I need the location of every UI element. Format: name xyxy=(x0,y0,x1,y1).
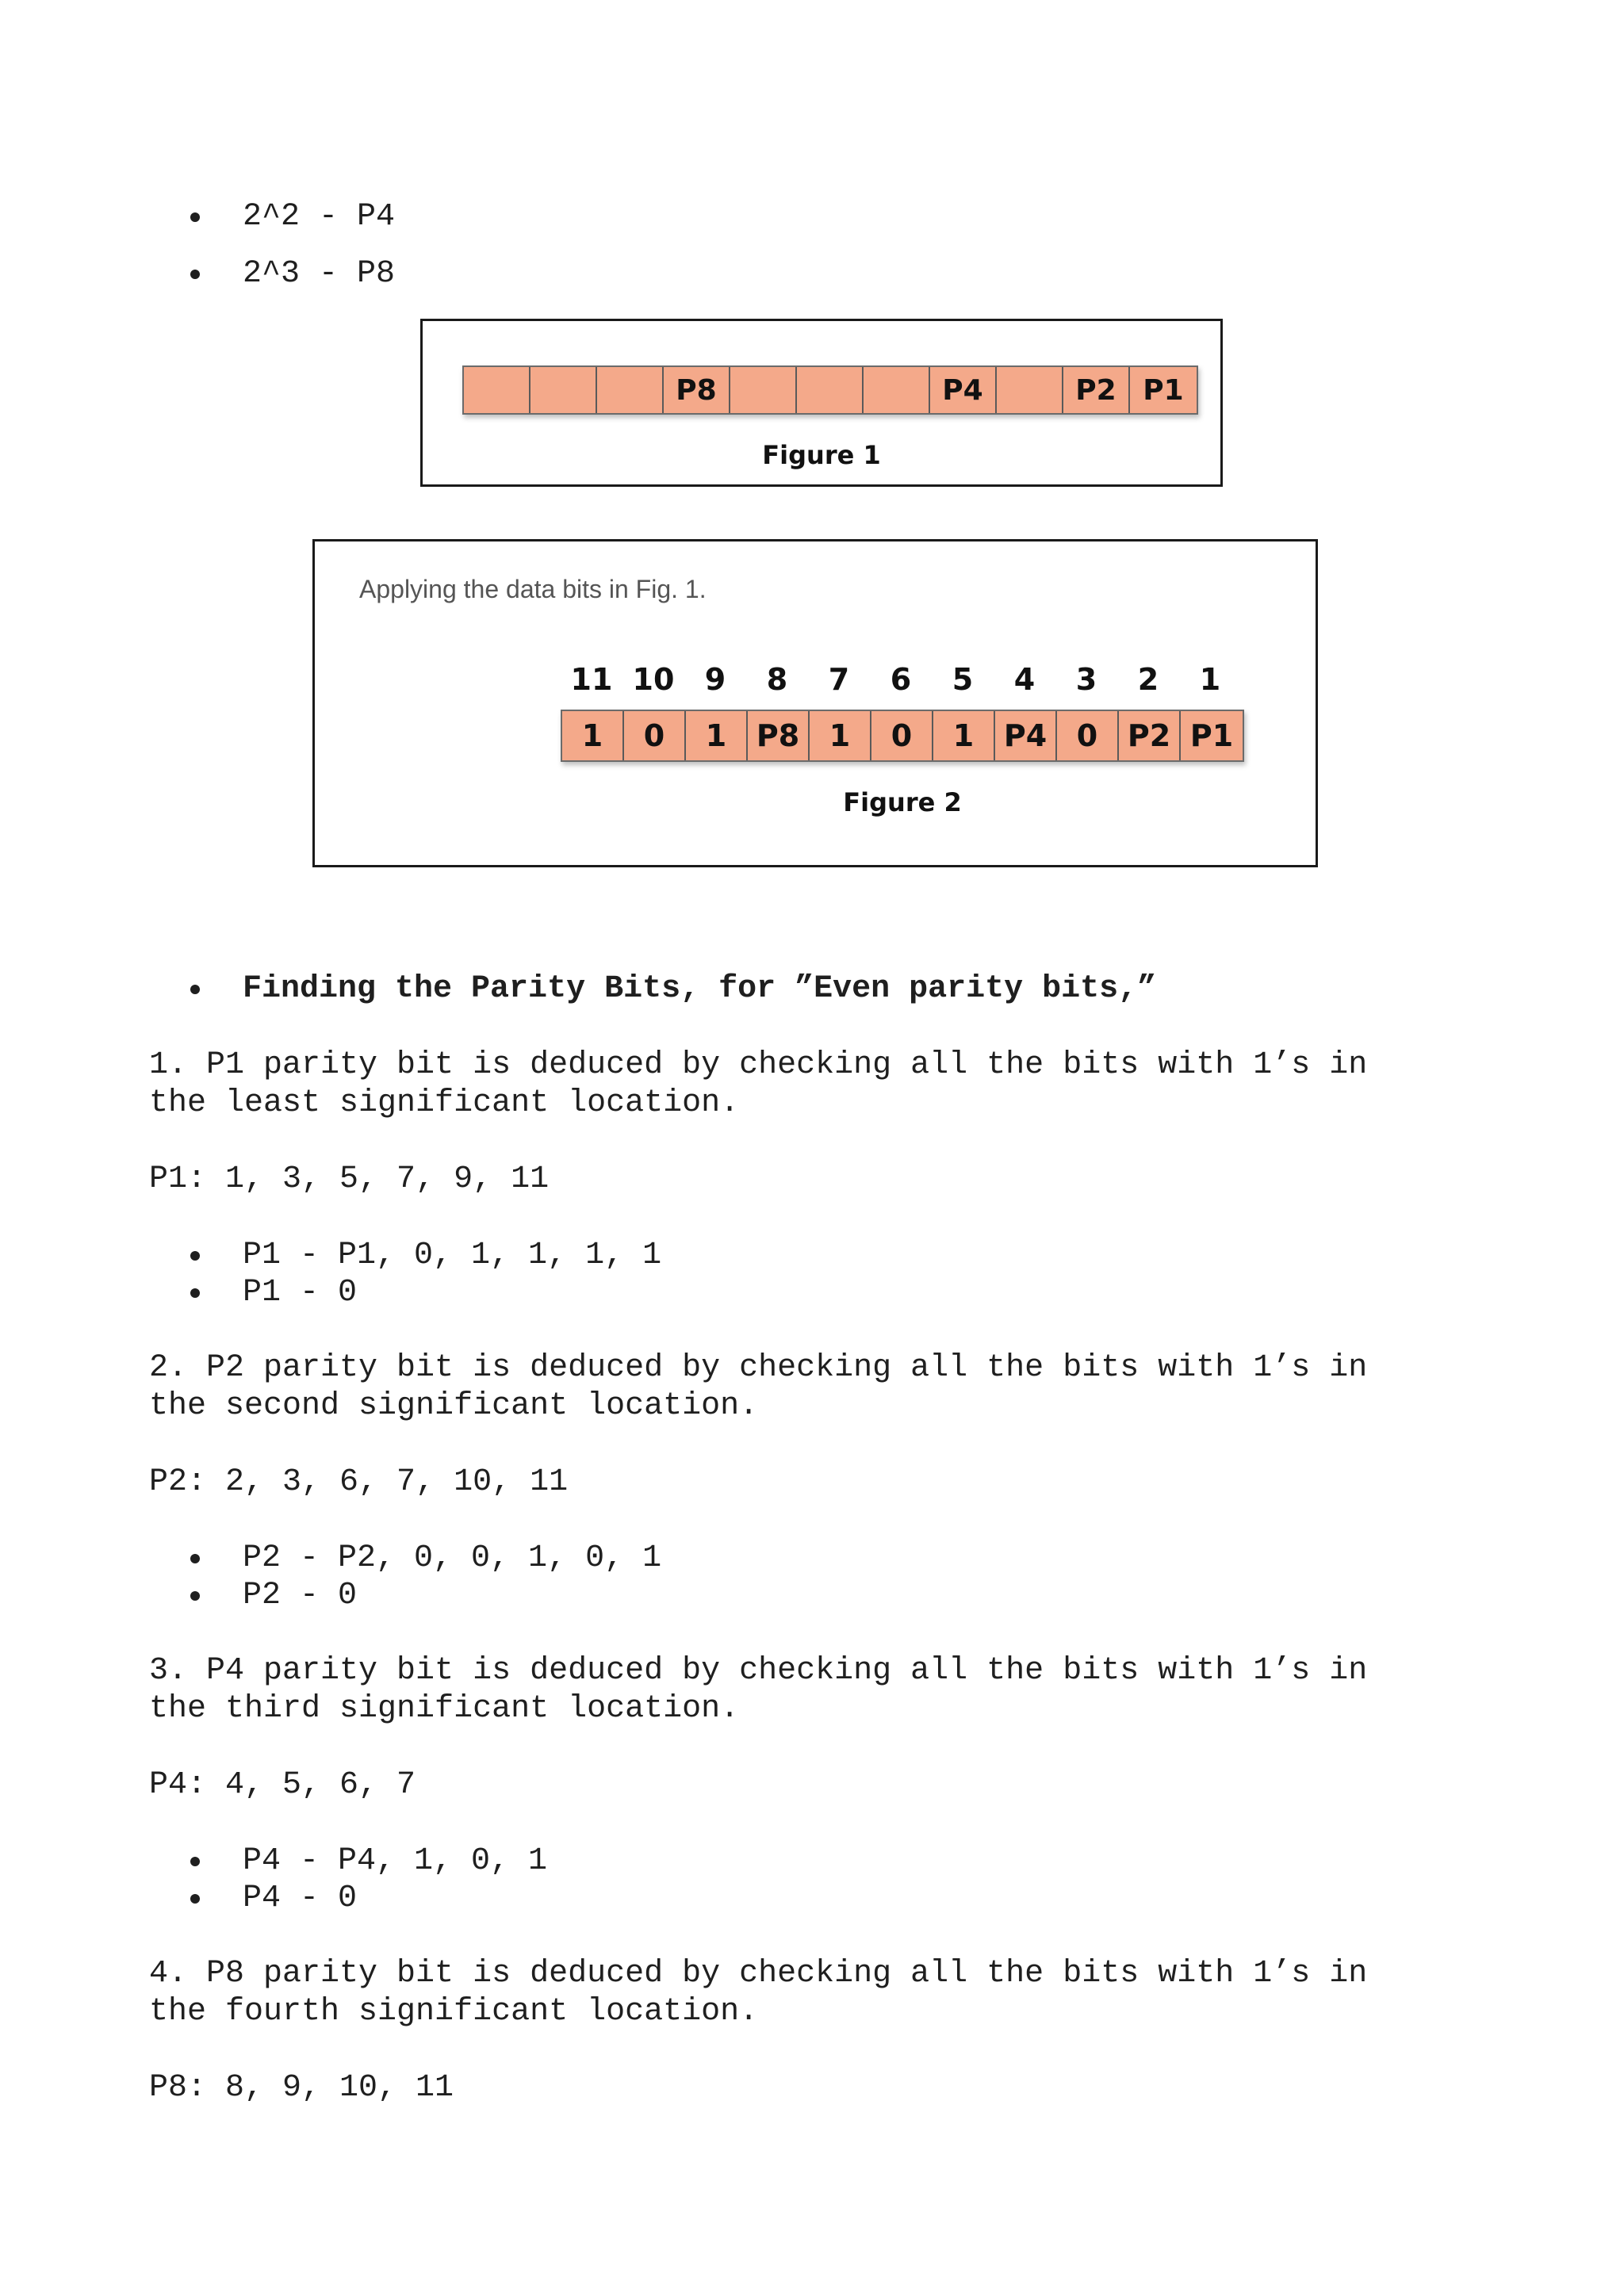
bullet-icon xyxy=(190,212,200,222)
bit-index: 2 xyxy=(1137,662,1159,697)
bit-cell xyxy=(597,367,664,413)
list-item xyxy=(190,1274,357,1312)
bit-index: 10 xyxy=(632,662,675,697)
figure-1-caption: Figure 1 xyxy=(762,440,881,470)
figure-2 xyxy=(312,539,1318,867)
bit-cell: 1 xyxy=(686,711,748,760)
bit-cell xyxy=(730,367,797,413)
list-item xyxy=(190,1843,547,1881)
bit-index: 3 xyxy=(1075,662,1097,697)
bit-index: 8 xyxy=(766,662,788,697)
paragraph: 1. P1 parity bit is deduced by checking all the bits with 1’s in the least significant location. xyxy=(149,1047,1368,1121)
figure-1-bit-row xyxy=(462,365,1198,415)
bit-cell: P2 xyxy=(1119,711,1181,760)
list-item xyxy=(190,1540,661,1578)
list-item xyxy=(190,1577,357,1615)
list-item xyxy=(190,255,395,293)
figure-2-caption: Figure 2 xyxy=(843,787,962,817)
list-item xyxy=(190,1237,661,1275)
positions-line: P2: 2, 3, 6, 7, 10, 11 xyxy=(149,1464,569,1500)
bit-cell: P8 xyxy=(664,367,730,413)
bit-cell xyxy=(997,367,1063,413)
bit-cell: 1 xyxy=(810,711,871,760)
bullet-text: P4 - P4, 1, 0, 1 xyxy=(243,1843,548,1879)
bullet-text: 2^2 - P4 xyxy=(243,199,396,235)
bullet-text: P4 - 0 xyxy=(243,1881,358,1916)
figure-1 xyxy=(420,319,1223,487)
bullet-icon xyxy=(190,1857,200,1866)
figure-2-title: Applying the data bits in Fig. 1. xyxy=(359,575,707,603)
bit-cell: 0 xyxy=(1057,711,1119,760)
paragraph: 2. P2 parity bit is deduced by checking all the bits with 1’s in the second significant location. xyxy=(149,1350,1368,1424)
bit-index: 11 xyxy=(570,662,613,697)
figure-2-bit-row xyxy=(561,710,1244,762)
bit-cell: P2 xyxy=(1063,367,1130,413)
paragraph: 4. P8 parity bit is deduced by checking all the bits with 1’s in the fourth significant location. xyxy=(149,1956,1368,2030)
bit-cell: P1 xyxy=(1181,711,1243,760)
bullet-text: P1 - P1, 0, 1, 1, 1, 1 xyxy=(243,1238,662,1273)
bit-cell xyxy=(530,367,597,413)
bit-cell xyxy=(797,367,864,413)
list-item xyxy=(190,1880,357,1918)
bullet-icon xyxy=(190,1288,200,1298)
bit-index: 6 xyxy=(890,662,912,697)
paragraph: 3. P4 parity bit is deduced by checking all the bits with 1’s in the third significant location. xyxy=(149,1653,1368,1727)
bit-index: 7 xyxy=(828,662,850,697)
bullet-icon xyxy=(190,1251,200,1261)
positions-line: P4: 4, 5, 6, 7 xyxy=(149,1767,416,1803)
bit-cell: 0 xyxy=(624,711,686,760)
bullet-text: P2 - 0 xyxy=(243,1578,358,1613)
bit-cell: P4 xyxy=(995,711,1057,760)
bullet-icon xyxy=(190,985,200,994)
bullet-icon xyxy=(190,1591,200,1601)
bullet-text: P2 - P2, 0, 0, 1, 0, 1 xyxy=(243,1540,662,1576)
bit-index: 5 xyxy=(952,662,974,697)
bit-index: 4 xyxy=(1013,662,1036,697)
bit-cell xyxy=(464,367,530,413)
bullet-text: P1 - 0 xyxy=(243,1275,358,1311)
positions-line: P1: 1, 3, 5, 7, 9, 11 xyxy=(149,1161,550,1197)
bullet-icon xyxy=(190,1554,200,1563)
bullet-icon xyxy=(190,1894,200,1904)
bit-cell xyxy=(864,367,930,413)
heading-text: Finding the Parity Bits, for ”Even parity bits,” xyxy=(243,971,1157,1007)
section-heading xyxy=(190,970,1156,1008)
bit-cell: P8 xyxy=(748,711,810,760)
bit-cell: 0 xyxy=(871,711,933,760)
bit-cell: 1 xyxy=(562,711,624,760)
bit-index: 9 xyxy=(704,662,726,697)
bullet-text: 2^3 - P8 xyxy=(243,256,396,292)
bit-cell: 1 xyxy=(933,711,995,760)
bit-cell: P4 xyxy=(930,367,997,413)
figure-2-index-row xyxy=(561,662,1241,697)
bit-cell: P1 xyxy=(1130,367,1197,413)
bullet-icon xyxy=(190,270,200,279)
bit-index: 1 xyxy=(1199,662,1221,697)
positions-line: P8: 8, 9, 10, 11 xyxy=(149,2070,454,2106)
list-item xyxy=(190,198,395,236)
